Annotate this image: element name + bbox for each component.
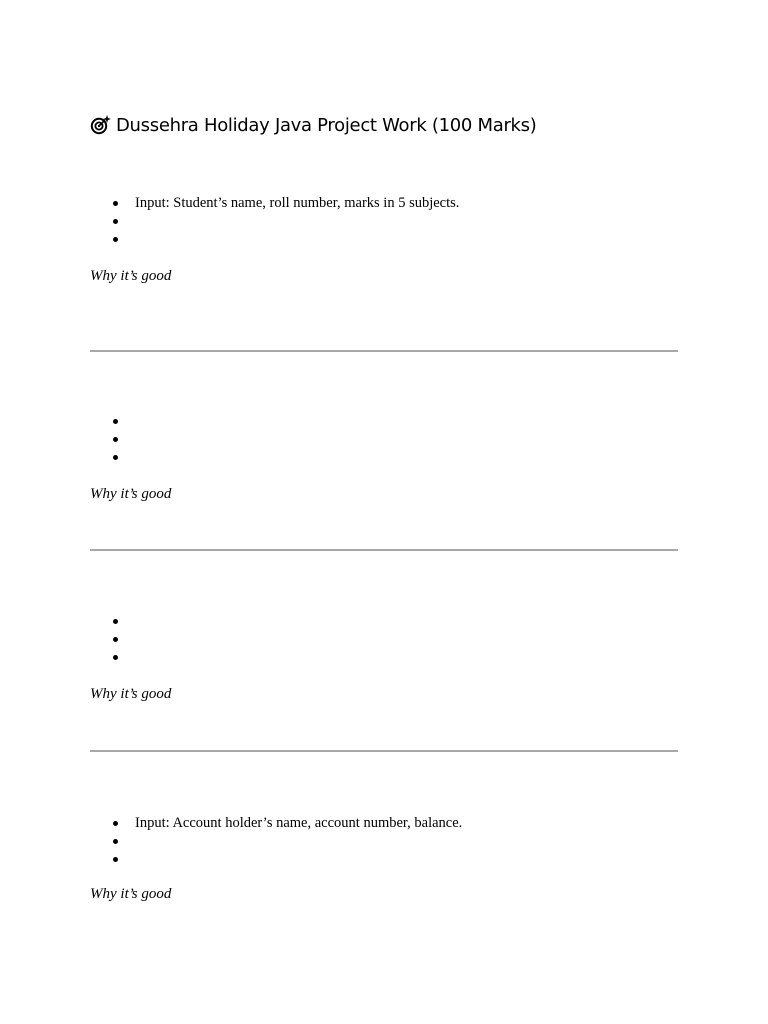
bullet-icon <box>113 821 118 826</box>
project-section-2 <box>90 412 680 502</box>
list-item <box>90 212 680 230</box>
page-title <box>90 112 536 138</box>
why-its-good-label: Why it’s good <box>90 268 172 284</box>
why-its-good-label: Why it’s good <box>90 486 172 502</box>
list-item: Input: Account holder’s name, account number, balance. <box>90 814 680 832</box>
project-section-3 <box>90 612 680 702</box>
list-item <box>90 630 680 648</box>
bullet-icon <box>113 637 118 642</box>
bullet-list <box>90 194 680 248</box>
bullet-icon <box>113 437 118 442</box>
list-item <box>90 430 680 448</box>
list-item <box>90 412 680 430</box>
bullet-icon <box>113 857 118 862</box>
title-text: Dussehra Holiday Java Project Work (100 Marks) <box>116 114 537 136</box>
bullet-icon <box>113 619 118 624</box>
bullet-list <box>90 612 680 666</box>
bullet-icon <box>113 219 118 224</box>
bullet-icon <box>113 455 118 460</box>
list-item <box>90 850 680 868</box>
bullet-icon <box>113 237 118 242</box>
bullet-icon <box>113 419 118 424</box>
bullet-icon <box>113 201 118 206</box>
bullet-list <box>90 412 680 466</box>
bullet-icon <box>113 655 118 660</box>
project-section-4 <box>90 814 680 902</box>
why-its-good-label: Why it’s good <box>90 686 172 702</box>
project-section-1 <box>90 194 680 284</box>
list-item <box>90 612 680 630</box>
why-its-good-label: Why it’s good <box>90 886 172 902</box>
target-sparkle-icon <box>90 114 112 136</box>
list-item <box>90 648 680 666</box>
list-item <box>90 230 680 248</box>
bullet-icon <box>113 839 118 844</box>
section-divider <box>90 549 678 551</box>
section-divider <box>90 750 678 752</box>
bullet-list <box>90 814 680 868</box>
list-item <box>90 448 680 466</box>
list-item: Input: Student’s name, roll number, marks in 5 subjects. <box>90 194 680 212</box>
list-item <box>90 832 680 850</box>
section-divider <box>90 350 678 352</box>
